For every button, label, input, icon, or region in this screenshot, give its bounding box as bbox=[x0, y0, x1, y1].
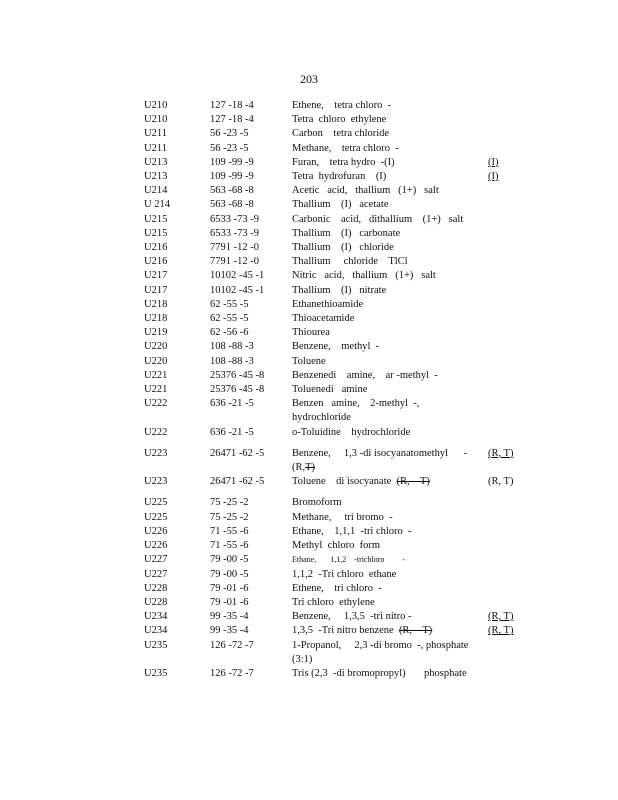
table-row bbox=[144, 127, 534, 141]
waste-code: U225 bbox=[144, 511, 168, 523]
substance-name-cell bbox=[292, 326, 478, 340]
cas-number: 127 -18 -4 bbox=[210, 100, 254, 111]
cas-number: 99 -35 -4 bbox=[210, 625, 249, 637]
table-row bbox=[144, 326, 534, 340]
cas-number: 7791 -12 -0 bbox=[210, 242, 259, 254]
table-row bbox=[144, 383, 534, 397]
struck-hazard-code: (R, T) bbox=[396, 476, 430, 488]
substance-name-cell bbox=[292, 369, 478, 383]
substance-name-cell bbox=[292, 241, 478, 255]
substance-name-cell bbox=[292, 156, 478, 170]
table-row bbox=[144, 255, 534, 269]
substance-name-cell bbox=[292, 227, 478, 241]
table-row bbox=[144, 284, 534, 298]
table-row bbox=[144, 241, 534, 255]
substance-name: Carbon tetra chloride bbox=[292, 128, 390, 140]
substance-name-cell bbox=[292, 667, 478, 681]
table-row bbox=[144, 475, 534, 489]
cas-number: 79 -00 -5 bbox=[210, 554, 249, 566]
cas-number: 25376 -45 -8 bbox=[210, 369, 265, 381]
table-row bbox=[144, 269, 534, 283]
hazard-code: (I) bbox=[488, 156, 499, 168]
waste-code: U 214 bbox=[144, 199, 170, 211]
cas-number: 108 -88 -3 bbox=[210, 355, 254, 367]
substance-name-cell bbox=[292, 142, 478, 156]
substance-name: Carbonic acid, dithallium (1+) salt bbox=[292, 213, 464, 225]
substance-name: Tri chloro ethylene bbox=[292, 596, 375, 608]
substance-name-cell bbox=[292, 426, 478, 440]
table-row bbox=[144, 213, 534, 227]
table-row bbox=[144, 582, 534, 596]
substance-name-cell bbox=[292, 269, 478, 283]
table-row bbox=[144, 496, 534, 510]
cas-number: 6533 -73 -9 bbox=[210, 227, 259, 239]
substance-name: Furan, tetra hydro -(I) bbox=[292, 156, 395, 168]
substance-name: Thallium (I) carbonate bbox=[292, 227, 401, 239]
substance-name: o-Toluidine hydrochloride bbox=[292, 426, 411, 438]
substance-name-cell bbox=[292, 113, 478, 127]
substance-name: Toluene di isocyanate bbox=[292, 476, 397, 488]
substance-name-cell bbox=[292, 355, 478, 369]
waste-code: U214 bbox=[144, 185, 168, 197]
table-row bbox=[144, 198, 534, 212]
cas-number: 56 -23 -5 bbox=[210, 128, 249, 140]
table-row bbox=[144, 170, 534, 184]
substance-name-cell bbox=[292, 553, 478, 567]
waste-code: U217 bbox=[144, 270, 168, 282]
substance-name-cell bbox=[292, 213, 478, 227]
table-row bbox=[144, 553, 534, 567]
cas-number: 126 -72 -7 bbox=[210, 667, 254, 679]
waste-code: U228 bbox=[144, 582, 168, 594]
substance-name: Nitric acid, thallium (1+) salt bbox=[292, 270, 436, 282]
waste-code: U211 bbox=[144, 128, 167, 140]
substance-name: Thallium (I) chloride bbox=[292, 242, 394, 254]
cas-number: 62 -55 -5 bbox=[210, 313, 249, 325]
table-row bbox=[144, 340, 534, 354]
substance-name: Thallium (I) acetate bbox=[292, 199, 389, 211]
waste-code: U235 bbox=[144, 667, 168, 679]
waste-code: U217 bbox=[144, 284, 168, 296]
cas-number: 71 -55 -6 bbox=[210, 540, 249, 552]
substance-name: Tris (2,3 -di bromopropyl) phosphate bbox=[292, 667, 467, 679]
substance-name-cell bbox=[292, 170, 478, 184]
waste-code: U219 bbox=[144, 327, 168, 339]
waste-code: U213 bbox=[144, 171, 168, 183]
substance-name-cell bbox=[292, 596, 478, 610]
substance-name-cell bbox=[292, 340, 478, 354]
waste-code: U221 bbox=[144, 384, 168, 396]
cas-number: 10102 -45 -1 bbox=[210, 284, 265, 296]
table-row bbox=[144, 397, 534, 425]
substance-name: Benzene, 1,3 -di isocyanatomethyl -(R, bbox=[292, 447, 468, 474]
substance-name: Benzenedi amine, ar -methyl - bbox=[292, 369, 438, 381]
waste-code: U228 bbox=[144, 596, 168, 608]
hazard-code: (R, T) bbox=[488, 476, 514, 488]
cas-number: 126 -72 -7 bbox=[210, 639, 254, 651]
waste-code-table bbox=[144, 99, 534, 681]
substance-name: Thallium (I) nitrate bbox=[292, 284, 387, 296]
hazard-code: (R, T) bbox=[488, 611, 514, 623]
waste-code: U216 bbox=[144, 242, 168, 254]
substance-name-cell bbox=[292, 447, 478, 475]
waste-code: U210 bbox=[144, 114, 168, 126]
substance-name-cell bbox=[292, 127, 478, 141]
waste-code: U218 bbox=[144, 298, 168, 310]
substance-name: Thiourea bbox=[292, 327, 330, 339]
hazard-code: (R, T) bbox=[488, 625, 514, 637]
table-row bbox=[144, 667, 534, 681]
cas-number: 563 -68 -8 bbox=[210, 185, 254, 197]
table-row bbox=[144, 568, 534, 582]
substance-name-cell bbox=[292, 582, 478, 596]
cas-number: 71 -55 -6 bbox=[210, 525, 249, 537]
cas-number: 26471 -62 -5 bbox=[210, 476, 265, 488]
hazard-code: (R, T) bbox=[488, 447, 514, 459]
table-row bbox=[144, 142, 534, 156]
cas-number: 56 -23 -5 bbox=[210, 142, 249, 154]
struck-hazard-code: (R, T) bbox=[398, 625, 433, 637]
substance-name: Methane, tetra chloro - bbox=[292, 142, 399, 154]
substance-name: Thallium chloride TlCl bbox=[292, 256, 408, 268]
waste-code: U210 bbox=[144, 100, 168, 111]
cas-number: 563 -68 -8 bbox=[210, 199, 254, 211]
cas-number: 79 -01 -6 bbox=[210, 596, 249, 608]
waste-code: U213 bbox=[144, 156, 168, 168]
substance-name-cell bbox=[292, 255, 478, 269]
table-row bbox=[144, 355, 534, 369]
table-row bbox=[144, 227, 534, 241]
cas-number: 127 -18 -4 bbox=[210, 114, 254, 126]
table-row bbox=[144, 369, 534, 383]
waste-code: U222 bbox=[144, 426, 168, 438]
waste-code: U215 bbox=[144, 227, 168, 239]
substance-name: Acetic acid, thallium (1+) salt bbox=[292, 185, 439, 197]
substance-name-cell bbox=[292, 511, 478, 525]
table-row bbox=[144, 156, 534, 170]
waste-code: U226 bbox=[144, 525, 168, 537]
substance-name: Benzene, methyl - bbox=[292, 341, 380, 353]
substance-name: Methane, tri bromo - bbox=[292, 511, 393, 523]
cas-number: 75 -25 -2 bbox=[210, 511, 249, 523]
table-row bbox=[144, 113, 534, 127]
waste-code: U225 bbox=[144, 497, 168, 509]
waste-code: U216 bbox=[144, 256, 168, 268]
substance-name-cell bbox=[292, 284, 478, 298]
waste-code: U223 bbox=[144, 447, 168, 459]
page-number: 203 bbox=[300, 72, 318, 86]
row-gap bbox=[144, 440, 534, 447]
substance-name: Tetra chloro ethylene bbox=[292, 114, 387, 126]
table-row bbox=[144, 447, 534, 475]
substance-name: Benzene, 1,3,5 -tri nitro - bbox=[292, 611, 412, 623]
hazard-code: (I) bbox=[488, 171, 499, 183]
substance-name: Ethene, tri chloro - bbox=[292, 582, 382, 594]
table-row bbox=[144, 639, 534, 667]
table-row bbox=[144, 525, 534, 539]
table-row bbox=[144, 539, 534, 553]
cas-number: 26471 -62 -5 bbox=[210, 447, 265, 459]
cas-number: 62 -56 -6 bbox=[210, 327, 249, 339]
substance-name-cell bbox=[292, 624, 478, 638]
waste-code: U227 bbox=[144, 568, 168, 580]
substance-name: Ethanethioamide bbox=[292, 298, 364, 310]
substance-name: Ethane, 1,1,2 -trichloro - bbox=[292, 555, 406, 565]
table-row bbox=[144, 596, 534, 610]
cas-number: 99 -35 -4 bbox=[210, 611, 249, 623]
waste-code: U222 bbox=[144, 398, 168, 410]
waste-code: U218 bbox=[144, 313, 168, 325]
waste-code: U235 bbox=[144, 639, 168, 651]
substance-name-cell bbox=[292, 496, 478, 510]
cas-number: 79 -00 -5 bbox=[210, 568, 249, 580]
table-row bbox=[144, 298, 534, 312]
waste-code: U234 bbox=[144, 625, 168, 637]
waste-code: U220 bbox=[144, 355, 168, 367]
cas-number: 7791 -12 -0 bbox=[210, 256, 259, 268]
table-row bbox=[144, 624, 534, 638]
cas-number: 10102 -45 -1 bbox=[210, 270, 265, 282]
substance-name-cell bbox=[292, 298, 478, 312]
waste-code: U220 bbox=[144, 341, 168, 353]
substance-name: Tetra hydrofuran (I) bbox=[292, 171, 387, 183]
cas-number: 79 -01 -6 bbox=[210, 582, 249, 594]
substance-name: Ethene, tetra chloro - bbox=[292, 100, 392, 111]
table-row bbox=[144, 426, 534, 440]
waste-code: U227 bbox=[144, 554, 168, 566]
table-row bbox=[144, 511, 534, 525]
substance-name: Methyl chloro form bbox=[292, 540, 381, 552]
table-row bbox=[144, 610, 534, 624]
substance-name: Ethane, 1,1,1 -tri chloro - bbox=[292, 525, 412, 537]
waste-code: U215 bbox=[144, 213, 168, 225]
cas-number: 636 -21 -5 bbox=[210, 426, 254, 438]
substance-name-cell bbox=[292, 198, 478, 212]
cas-number: 109 -99 -9 bbox=[210, 171, 254, 183]
substance-name-cell bbox=[292, 525, 478, 539]
waste-code: U234 bbox=[144, 611, 168, 623]
waste-code: U221 bbox=[144, 369, 168, 381]
substance-name-cell bbox=[292, 383, 478, 397]
substance-name-cell bbox=[292, 184, 478, 198]
cas-number: 62 -55 -5 bbox=[210, 298, 249, 310]
substance-name: 1,3,5 -Tri nitro benzene bbox=[292, 625, 399, 637]
substance-name-cell bbox=[292, 639, 478, 667]
substance-name: 1-Propanol, 2,3 -di bromo -, phosphate (3:1) bbox=[292, 639, 469, 665]
waste-code: U211 bbox=[144, 142, 167, 154]
row-gap bbox=[144, 489, 534, 496]
cas-number: 636 -21 -5 bbox=[210, 398, 254, 410]
substance-name: Toluene bbox=[292, 355, 326, 367]
table-row bbox=[144, 99, 534, 113]
substance-name-cell bbox=[292, 312, 478, 326]
substance-name-cell bbox=[292, 397, 478, 425]
substance-name: Thioacetamide bbox=[292, 313, 355, 325]
substance-name: Benzen amine, 2-methyl -, hydrochloride bbox=[292, 398, 420, 424]
substance-name-cell bbox=[292, 475, 478, 489]
table-row bbox=[144, 312, 534, 326]
substance-name: 1,1,2 -Tri chloro ethane bbox=[292, 568, 397, 580]
waste-code: U226 bbox=[144, 540, 168, 552]
waste-code: U223 bbox=[144, 476, 168, 488]
substance-name-cell bbox=[292, 539, 478, 553]
substance-name: Toluenedi amine bbox=[292, 384, 368, 396]
cas-number: 75 -25 -2 bbox=[210, 497, 249, 509]
cas-number: 108 -88 -3 bbox=[210, 341, 254, 353]
substance-name-cell bbox=[292, 568, 478, 582]
cas-number: 6533 -73 -9 bbox=[210, 213, 259, 225]
struck-hazard-code: T) bbox=[305, 462, 316, 474]
table-row bbox=[144, 184, 534, 198]
cas-number: 109 -99 -9 bbox=[210, 156, 254, 168]
substance-name-cell bbox=[292, 99, 478, 113]
cas-number: 25376 -45 -8 bbox=[210, 384, 265, 396]
substance-name-cell bbox=[292, 610, 478, 624]
substance-name: Bromoform bbox=[292, 497, 342, 509]
